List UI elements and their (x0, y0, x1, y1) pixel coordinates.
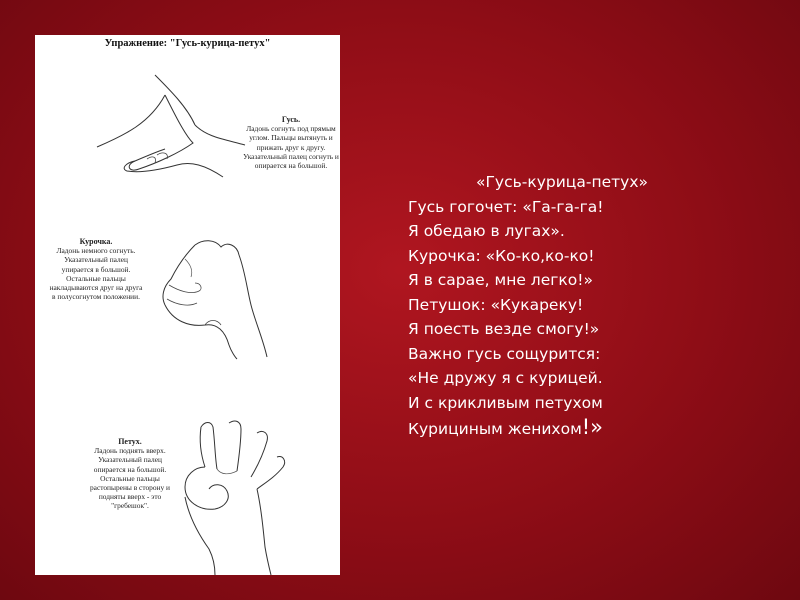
goose-line: прижать друг к другу. (256, 142, 326, 152)
rooster-line: Ладонь поднять вверх. (94, 446, 166, 456)
poem-title: «Гусь-курица-петух» (476, 173, 648, 191)
rooster-line: подняты вверх - это (98, 492, 162, 502)
hen-instructions (37, 237, 155, 301)
poem-line: И с крикливым петухом (408, 393, 603, 412)
poem-text (408, 170, 778, 442)
poem-line: Я обедаю в лугах». (408, 222, 565, 240)
poem-line: Петушок: «Кукареку! (408, 295, 584, 314)
rooster-instructions (70, 437, 190, 511)
rooster-heading: Петух. (118, 437, 142, 446)
rooster-line: растопырены в сторону и (89, 483, 171, 493)
poem-closing-mark: !» (581, 415, 604, 439)
exercise-sheet (35, 35, 340, 575)
hen-heading: Курочка. (79, 237, 113, 246)
goose-heading: Гусь. (281, 115, 301, 124)
poem-line: «Не дружу я с курицей. (408, 369, 603, 387)
hen-line: в полусогнутом положении. (52, 292, 140, 302)
rooster-line: опирается на большой. (93, 464, 167, 474)
poem-last-line-text: Курициным женихом (408, 420, 582, 438)
poem-line: Я поесть везде смогу!» (408, 320, 600, 338)
rooster-line: Остальные пальцы (100, 473, 160, 483)
hen-line: накладываются друг на друга (49, 283, 143, 293)
poem-line: Я в сарае, мне легко!» (408, 271, 593, 289)
sheet-title: Упражнение: "Гусь-курица-петух" (104, 38, 271, 49)
goose-line: Указательный палец согнуть и (243, 151, 339, 161)
rooster-line: "гребешок". (111, 501, 149, 511)
poem-line: Важно гусь сощурится: (408, 344, 601, 363)
goose-hand-illustration (95, 65, 255, 185)
hen-line: Ладонь немного согнуть. (56, 246, 136, 256)
goose-line: Ладонь согнуть под прямым (246, 124, 336, 134)
hen-line: Остальные пальцы (66, 273, 126, 283)
poem-last-line (408, 415, 778, 442)
rooster-line: Указательный палец (98, 455, 162, 465)
poem-line: Гусь гогочет: «Га-га-га! (408, 197, 604, 216)
goose-line: опирается на большой. (254, 161, 328, 171)
goose-instructions (242, 115, 340, 170)
hen-line: Указательный палец (64, 255, 128, 265)
hen-hand-illustration (155, 235, 285, 360)
poem-line: Курочка: «Ко-ко,ко-ко! (408, 246, 595, 265)
goose-line: углом. Пальцы вытянуть и (249, 133, 333, 143)
hen-line: упирается в большой. (61, 264, 131, 274)
